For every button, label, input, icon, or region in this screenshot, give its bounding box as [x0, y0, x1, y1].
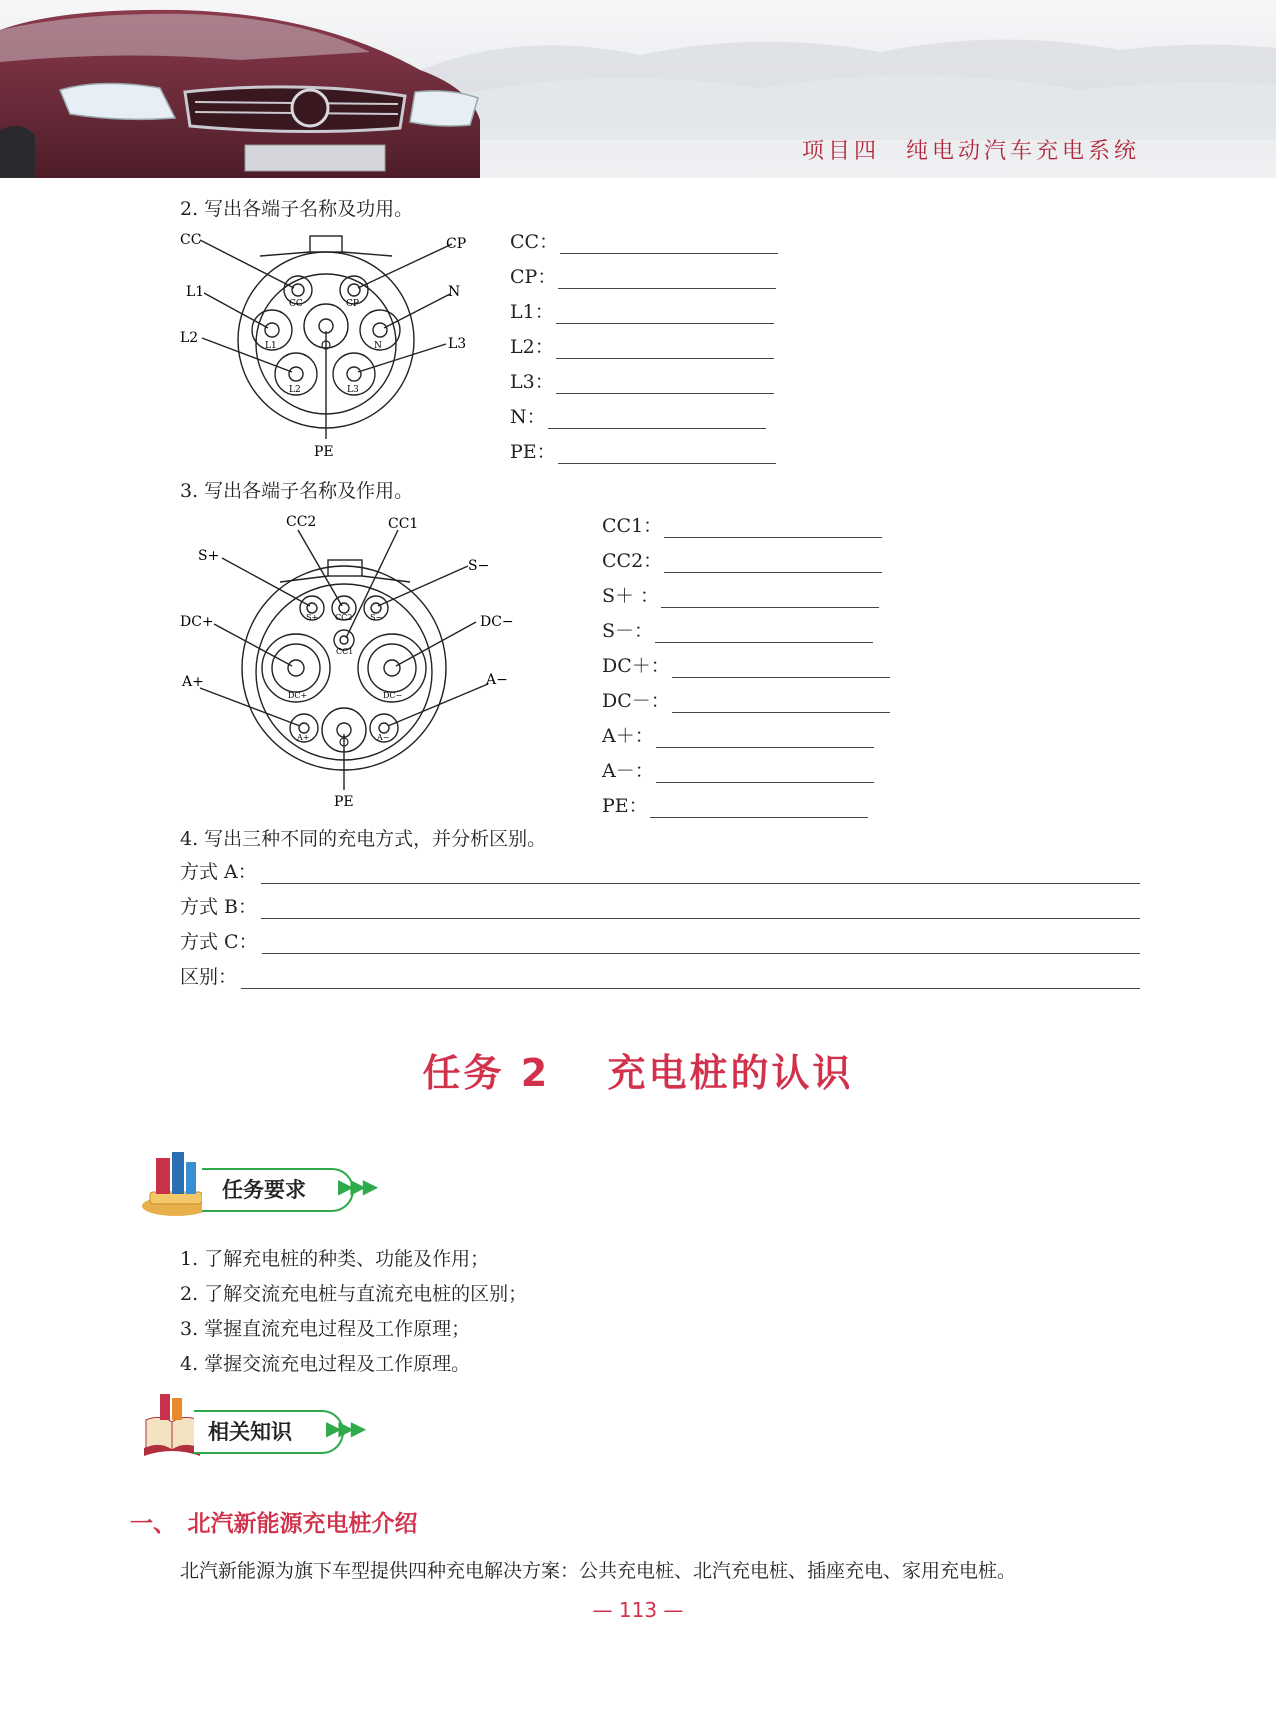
- answer-row: PE：: [510, 438, 778, 464]
- q2-answer-rows: [510, 228, 778, 464]
- answer-row: CC：: [510, 228, 778, 254]
- requirements-badge-label: 任务要求: [222, 1178, 306, 1202]
- task-heading: 任务 2 充电桩的认识: [422, 1051, 854, 1095]
- pin-label-a-plus: A+: [297, 733, 310, 742]
- answer-row: S－：: [602, 617, 890, 643]
- triple-arrow-icon: ▶▶▶: [338, 1174, 376, 1198]
- pin-label-dc-minus: DC−: [383, 691, 403, 700]
- pin-label-l1: L1: [265, 341, 277, 351]
- knowledge-badge-label: 相关知识: [208, 1420, 292, 1444]
- answer-blank[interactable]: [241, 970, 1140, 989]
- label-l2: L2: [180, 330, 199, 346]
- requirements-list: [180, 1244, 527, 1384]
- answer-blank[interactable]: [650, 799, 868, 818]
- answer-blank[interactable]: [558, 270, 776, 289]
- answer-blank[interactable]: [261, 865, 1140, 884]
- label-cc2: CC2: [286, 514, 317, 530]
- label-dc-minus: DC−: [480, 614, 514, 630]
- answer-blank[interactable]: [656, 764, 874, 783]
- requirements-badge: [140, 1148, 410, 1220]
- pin-label-cc2: CC2: [335, 613, 353, 622]
- answer-blank[interactable]: [672, 694, 890, 713]
- label-cc1: CC1: [388, 516, 419, 532]
- pin-label-cp: CP: [346, 299, 359, 309]
- pin-label-n: N: [374, 341, 382, 351]
- q3-answer-rows: [602, 512, 890, 818]
- label-cp: CP: [446, 236, 467, 252]
- answer-blank[interactable]: [664, 519, 882, 538]
- answer-blank[interactable]: [656, 729, 874, 748]
- pin-label-s-minus: S−: [370, 613, 383, 622]
- answer-row: CP：: [510, 263, 778, 289]
- answer-row: CC2：: [602, 547, 890, 573]
- answer-row: CC1：: [602, 512, 890, 538]
- label-a-plus: A+: [182, 674, 204, 690]
- answer-row: A－：: [602, 757, 890, 783]
- answer-row: L1：: [510, 298, 778, 324]
- answer-row: A＋：: [602, 722, 890, 748]
- label-dc-plus: DC+: [180, 614, 214, 630]
- list-item: 4. 掌握交流充电过程及工作原理。: [180, 1353, 471, 1375]
- pin-label-l2: L2: [289, 385, 301, 395]
- pin-label-cc: CC: [289, 299, 303, 309]
- answer-blank[interactable]: [560, 235, 778, 254]
- label-s-minus: S−: [468, 558, 490, 574]
- label-l3: L3: [448, 336, 467, 352]
- section-paragraph: 北汽新能源为旗下车型提供四种充电解决方案：公共充电桩、北汽充电桩、插座充电、家用充电桩。: [180, 1560, 1017, 1582]
- method-row: 方式 B：: [180, 891, 1140, 919]
- page-number: — 113 —: [592, 1598, 684, 1622]
- pin-label-s-plus: S+: [306, 613, 319, 622]
- answer-blank[interactable]: [556, 340, 774, 359]
- label-s-plus: S+: [198, 548, 220, 564]
- answer-blank[interactable]: [556, 305, 774, 324]
- q4-answer-rows: [180, 856, 1140, 989]
- triple-arrow-icon: ▶▶▶: [326, 1416, 364, 1440]
- question-4-title: 4. 写出三种不同的充电方式，并分析区别。: [180, 828, 547, 850]
- question-3-title: 3. 写出各端子名称及作用。: [180, 480, 414, 502]
- answer-blank[interactable]: [558, 445, 776, 464]
- list-item: 3. 掌握直流充电过程及工作原理；: [180, 1318, 471, 1340]
- header-title: 项目四 纯电动汽车充电系统: [801, 139, 1140, 164]
- answer-row: PE：: [602, 792, 890, 818]
- label-l1: L1: [186, 284, 205, 300]
- answer-row: L2：: [510, 333, 778, 359]
- method-row: 区别：: [180, 961, 1140, 989]
- answer-row: L3：: [510, 368, 778, 394]
- method-row: 方式 A：: [180, 856, 1140, 884]
- answer-blank[interactable]: [661, 589, 879, 608]
- pin-label-l3: L3: [347, 385, 359, 395]
- label-pe: PE: [334, 794, 354, 810]
- answer-blank[interactable]: [672, 659, 890, 678]
- pin-label-a-minus: A−: [377, 733, 390, 742]
- label-n: N: [448, 284, 461, 300]
- answer-row: S＋ ：: [602, 582, 890, 608]
- answer-blank[interactable]: [261, 900, 1140, 919]
- pin-label-dc-plus: DC+: [288, 691, 308, 700]
- section-title: 一、 北汽新能源充电桩介绍: [130, 1511, 418, 1537]
- answer-row: DC＋：: [602, 652, 890, 678]
- answer-row: N：: [510, 403, 778, 429]
- answer-blank[interactable]: [548, 410, 766, 429]
- answer-blank[interactable]: [664, 554, 882, 573]
- pin-label-cc1: CC1: [336, 647, 354, 656]
- list-item: 2. 了解交流充电桩与直流充电桩的区别；: [180, 1283, 528, 1305]
- answer-blank[interactable]: [655, 624, 873, 643]
- list-item: 1. 了解充电桩的种类、功能及作用；: [180, 1248, 490, 1270]
- dc-connector-diagram: [170, 512, 530, 810]
- label-a-minus: A−: [486, 672, 508, 688]
- label-pe: PE: [314, 444, 334, 460]
- label-cc: CC: [180, 232, 202, 248]
- knowledge-badge: [140, 1390, 410, 1462]
- answer-row: DC－：: [602, 687, 890, 713]
- answer-blank[interactable]: [262, 935, 1140, 954]
- answer-blank[interactable]: [556, 375, 774, 394]
- method-row: 方式 C：: [180, 926, 1140, 954]
- question-2-title: 2. 写出各端子名称及功用。: [180, 198, 414, 220]
- ac-connector-diagram: [170, 226, 480, 466]
